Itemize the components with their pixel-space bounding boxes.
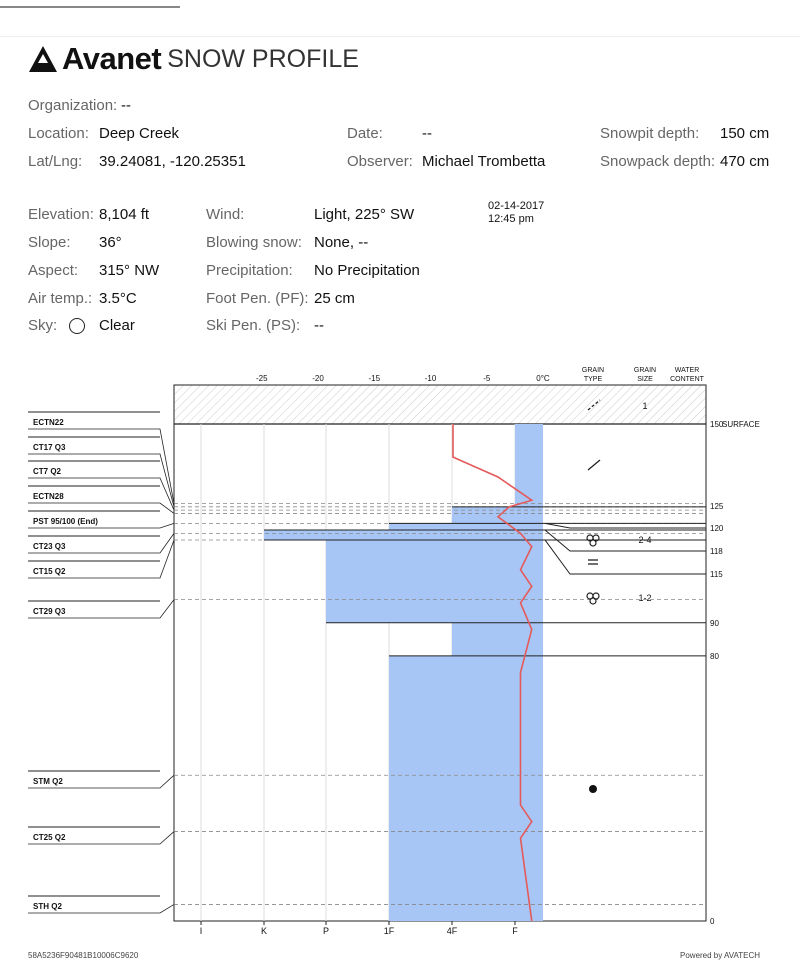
test-label: ECTN22 xyxy=(33,418,64,427)
new-snow-area xyxy=(174,385,706,424)
depth-label: 90 xyxy=(710,619,719,628)
test-label: CT15 Q2 xyxy=(33,567,66,576)
temp-tick-label: -25 xyxy=(255,374,268,383)
hardness-bar xyxy=(515,424,543,507)
elevation-value: 8,104 ft xyxy=(99,206,150,223)
depth-label: 115 xyxy=(710,570,723,579)
observation-date: 02-14-2017 xyxy=(488,200,545,212)
test-label: CT25 Q2 xyxy=(33,833,66,842)
hardness-tick-label: K xyxy=(260,926,268,936)
temp-tick-label: -10 xyxy=(424,374,437,383)
foot-pen-label: Foot Pen. (PF): xyxy=(206,290,309,307)
blowing-snow-value: None, -- xyxy=(314,234,369,251)
column-header: SIZE xyxy=(637,376,653,383)
temp-tick-label: -15 xyxy=(368,374,381,383)
foot-pen-value: 25 cm xyxy=(314,290,355,307)
brand-name: Avanet xyxy=(62,41,162,76)
observer-label: Observer: xyxy=(347,153,413,170)
powered-by: Powered by AVATECH xyxy=(680,951,761,960)
new-snow-grain-size: 1 xyxy=(642,401,648,411)
snowpit-depth-value: 150 cm xyxy=(720,125,770,142)
observer-value: Michael Trombetta xyxy=(422,153,546,170)
slope-label: Slope: xyxy=(28,234,71,251)
grain-size-label: 2-4 xyxy=(638,535,652,545)
sky-label: Sky: xyxy=(28,317,58,334)
latlng-label: Lat/Lng: xyxy=(28,153,83,170)
depth-label: 150 xyxy=(710,420,724,429)
column-header: TYPE xyxy=(583,376,603,383)
aspect-value: 315° NW xyxy=(99,262,160,279)
profile-id: 58A5236F90481B10006C9620 xyxy=(28,951,139,960)
test-connector xyxy=(28,503,174,513)
column-header: CONTENT xyxy=(670,376,704,383)
wind-value: Light, 225° SW xyxy=(314,206,415,223)
surface-label: SURFACE xyxy=(722,420,760,429)
test-label: ECTN28 xyxy=(33,492,64,501)
ski-pen-label: Ski Pen. (PS): xyxy=(206,317,301,334)
grain-lobe xyxy=(590,540,596,546)
depth-label: 120 xyxy=(710,524,724,533)
test-label: CT29 Q3 xyxy=(33,607,66,616)
organization-value: -- xyxy=(121,97,131,114)
page-title: SNOW PROFILE xyxy=(167,44,359,73)
snowpack-depth-value: 470 cm xyxy=(720,153,770,170)
depth-connector xyxy=(545,540,706,574)
temp-tick-label: -5 xyxy=(483,374,491,383)
slash-grain-icon xyxy=(588,460,600,470)
latlng-value: 39.24081, -120.25351 xyxy=(99,153,246,170)
temp-tick-label: -20 xyxy=(312,374,324,383)
hardness-tick-label: P xyxy=(322,926,330,936)
snowpack-depth-label: Snowpack depth: xyxy=(600,153,716,170)
hardness-tick-label: F xyxy=(512,926,518,936)
equals-grain-icon xyxy=(588,560,598,564)
date-value: -- xyxy=(422,125,432,142)
depth-label: 0 xyxy=(710,917,715,926)
test-label: CT23 Q3 xyxy=(33,542,66,551)
location-value: Deep Creek xyxy=(99,125,180,142)
test-label: PST 95/100 (End) xyxy=(33,517,98,526)
hardness-bar xyxy=(264,530,543,540)
column-header: GRAIN xyxy=(633,367,657,374)
column-header: GRAIN xyxy=(581,367,605,374)
elevation-label: Elevation: xyxy=(28,206,94,223)
test-label: STM Q2 xyxy=(33,777,63,786)
depth-label: 118 xyxy=(710,547,723,556)
date-label: Date: xyxy=(347,125,383,142)
test-label: CT17 Q3 xyxy=(33,443,66,452)
hardness-bar xyxy=(452,507,543,524)
hardness-tick-label: 4F xyxy=(446,926,458,936)
slope-value: 36° xyxy=(99,234,122,251)
dot-grain-icon xyxy=(589,785,597,793)
air-temp-value: 3.5°C xyxy=(99,290,137,307)
hardness-tick-label: 1F xyxy=(383,926,395,936)
depth-label: 125 xyxy=(710,502,724,511)
temp-tick-label: 0°C xyxy=(536,374,550,383)
hardness-bar xyxy=(389,523,543,530)
faceted-grain-icon xyxy=(587,593,599,604)
wind-label: Wind: xyxy=(206,206,245,223)
depth-label: 80 xyxy=(710,652,719,661)
organization-label: Organization: xyxy=(28,97,118,114)
column-header: WATER xyxy=(674,367,700,374)
air-temp-label: Air temp.: xyxy=(28,290,93,307)
depth-connector xyxy=(545,523,706,528)
observation-time: 12:45 pm xyxy=(488,213,534,225)
sky-value: Clear xyxy=(99,317,135,334)
location-label: Location: xyxy=(28,125,89,142)
grain-size-label: 1-2 xyxy=(638,593,652,603)
aspect-label: Aspect: xyxy=(28,262,79,279)
precipitation-value: No Precipitation xyxy=(314,262,420,279)
faceted-grain-icon xyxy=(587,535,599,546)
precipitation-label: Precipitation: xyxy=(206,262,293,279)
grain-lobe xyxy=(590,598,596,604)
hardness-tick-label: I xyxy=(199,926,203,936)
snowpit-depth-label: Snowpit depth: xyxy=(600,125,700,142)
blowing-snow-label: Blowing snow: xyxy=(206,234,302,251)
ski-pen-value: -- xyxy=(314,317,324,334)
test-label: STH Q2 xyxy=(33,902,62,911)
test-label: CT7 Q2 xyxy=(33,467,62,476)
hardness-bar xyxy=(326,540,543,623)
